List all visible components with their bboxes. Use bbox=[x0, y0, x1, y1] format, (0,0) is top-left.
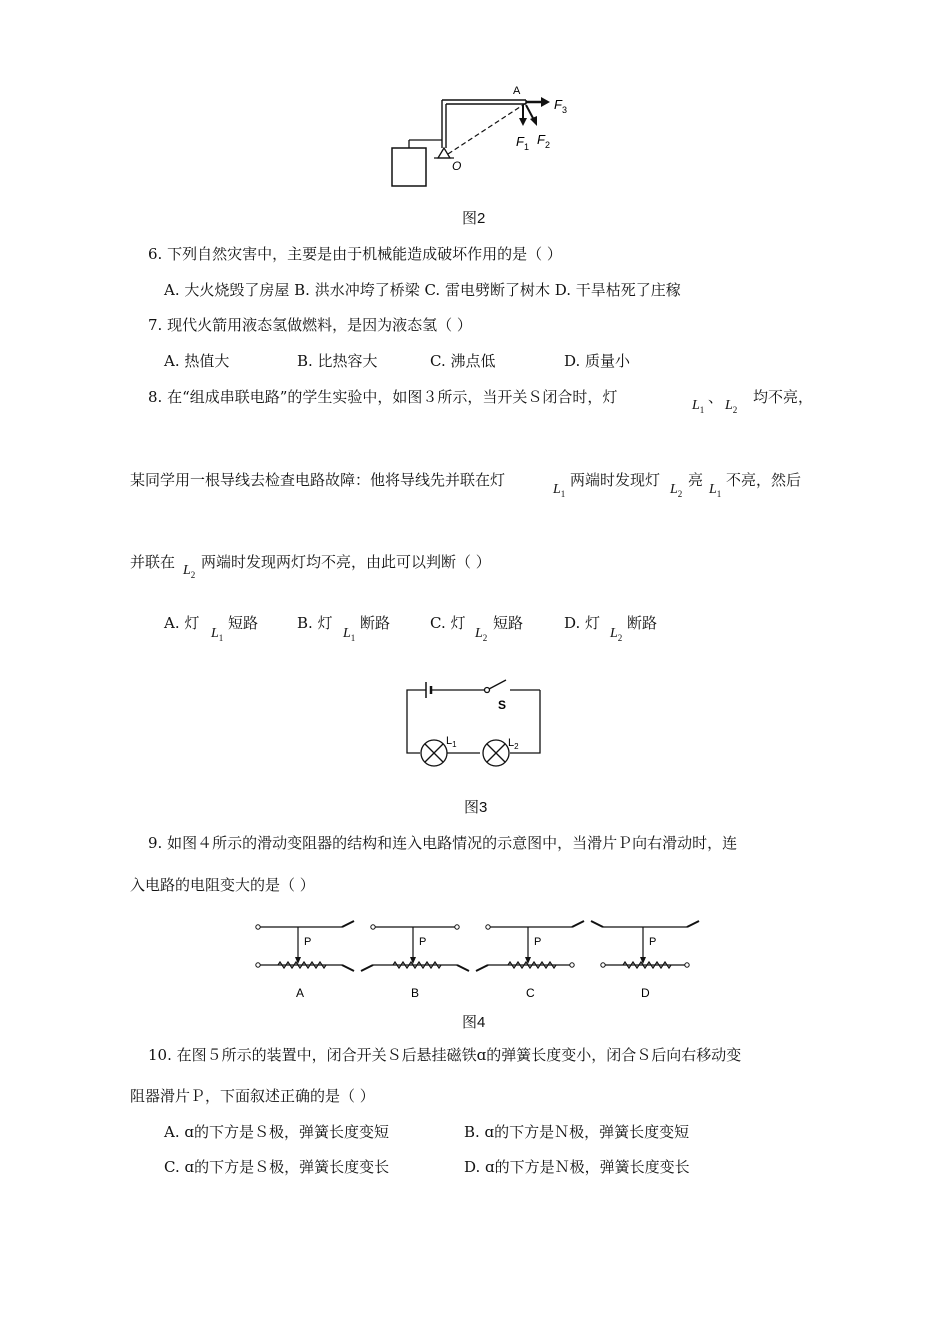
question-10-line-2: 阻器滑片Ｐ，下面叙述正确的是（ ） bbox=[130, 1087, 375, 1105]
question-7-option-b: B. 比热容大 bbox=[297, 352, 378, 370]
question-8-line-2-d: 不亮，然后 bbox=[726, 471, 802, 489]
figure-4-caption: 图4 bbox=[462, 1014, 486, 1031]
label-f1: $F_1$ bbox=[516, 134, 529, 152]
question-10-option-c: C. ɑ的下方是Ｓ极，弹簧长度变长 bbox=[164, 1158, 390, 1176]
symbol-l2: $L_2$ bbox=[670, 482, 683, 499]
pivot-triangle bbox=[438, 148, 450, 158]
label-f2: $F_2$ bbox=[537, 132, 550, 150]
question-8-option-d: D. 灯 bbox=[564, 614, 601, 632]
question-8-option-a-text: 短路 bbox=[228, 614, 259, 632]
question-9-line-2: 入电路的电阻变大的是（ ） bbox=[130, 876, 315, 894]
question-8-line-2-c: 亮 bbox=[688, 471, 704, 489]
question-10-option-a: A. ɑ的下方是Ｓ极，弹簧长度变短 bbox=[164, 1123, 389, 1141]
figure-3-caption: 图3 bbox=[464, 799, 488, 816]
question-10-option-b: B. ɑ的下方是Ｎ极，弹簧长度变短 bbox=[464, 1123, 690, 1141]
symbol-l1: $L_1$ bbox=[553, 482, 566, 499]
question-8-option-c-text: 短路 bbox=[493, 614, 524, 632]
label-a: A bbox=[513, 85, 521, 97]
dashed-lever-arm bbox=[448, 103, 526, 154]
rheostat-label-d: D bbox=[641, 986, 650, 1000]
question-8-line-1: 8. 在“组成串联电路”的学生实验中，如图３所示，当开关Ｓ闭合时，灯 bbox=[148, 388, 618, 406]
question-8-line-3: 并联在 bbox=[130, 553, 176, 571]
symbol-l1: $L_1$ bbox=[709, 482, 722, 499]
slider-p-label: P bbox=[649, 936, 657, 948]
label-o: O bbox=[452, 159, 462, 173]
slider-p-label: P bbox=[304, 936, 312, 948]
question-7-option-d: D. 质量小 bbox=[564, 352, 631, 370]
symbol-l1: $L_1$ bbox=[692, 398, 705, 415]
question-10-line-1: 10. 在图５所示的装置中，闭合开关Ｓ后悬挂磁铁ɑ的弹簧长度变小，闭合Ｓ后向右移动变 bbox=[148, 1046, 742, 1064]
rheostat-label-c: C bbox=[526, 986, 535, 1000]
figure-2-caption: 图2 bbox=[462, 210, 486, 227]
question-8-line-1-end: 均不亮， bbox=[753, 388, 814, 406]
symbol-l2: $L_2$ bbox=[183, 563, 196, 580]
symbol-l2: $L_2$ bbox=[475, 626, 488, 643]
symbol-l2: $L_2$ bbox=[725, 398, 738, 415]
switch-label: S bbox=[498, 698, 507, 712]
lamp-l1-label: $L_1$ bbox=[446, 735, 457, 749]
symbol-l2: $L_2$ bbox=[610, 626, 623, 643]
question-8-option-b-text: 断路 bbox=[360, 614, 391, 632]
question-8-option-a: A. 灯 bbox=[164, 614, 200, 632]
label-f3: $F_3$ bbox=[554, 97, 567, 115]
question-6-stem: 6. 下列自然灾害中，主要是由于机械能造成破坏作用的是（ ） bbox=[148, 245, 562, 263]
question-10-option-d: D. ɑ的下方是Ｎ极，弹簧长度变长 bbox=[464, 1158, 690, 1176]
slider-p-label: P bbox=[419, 936, 427, 948]
question-7-option-c: C. 沸点低 bbox=[430, 352, 496, 370]
question-7-stem: 7. 现代火箭用液态氢做燃料，是因为液态氢（ ） bbox=[148, 316, 472, 334]
figure-2-lever-diagram bbox=[380, 80, 580, 195]
question-8-option-c: C. 灯 bbox=[430, 614, 466, 632]
question-7-option-a: A. 热值大 bbox=[164, 352, 230, 370]
question-8-line-2: 某同学用一根导线去检查电路故障：他将导线先并联在灯 bbox=[130, 471, 506, 489]
weight-box bbox=[392, 148, 426, 186]
symbol-l1: $L_1$ bbox=[343, 626, 356, 643]
symbol-l1: $L_1$ bbox=[211, 626, 224, 643]
figure-3-circuit-diagram bbox=[400, 680, 550, 780]
question-6-options: A. 大火烧毁了房屋 B. 洪水冲垮了桥梁 C. 雷电劈断了树木 D. 干旱枯死了庄稼 bbox=[164, 281, 681, 299]
slider-p-label: P bbox=[534, 936, 542, 948]
rheostat-label-b: B bbox=[411, 986, 420, 1000]
rheostat-label-a: A bbox=[296, 986, 305, 1000]
question-8-line-2-b: 两端时发现灯 bbox=[570, 471, 661, 489]
figure-4-rheostat-diagrams bbox=[250, 915, 710, 1000]
question-8-option-b: B. 灯 bbox=[297, 614, 333, 632]
question-8-line-3-end: 两端时发现两灯均不亮，由此可以判断（ ） bbox=[201, 553, 491, 571]
separator: 、 bbox=[708, 388, 724, 406]
lamp-l2-label: $L_2$ bbox=[508, 737, 519, 751]
question-8-option-d-text: 断路 bbox=[627, 614, 658, 632]
question-9-line-1: 9. 如图４所示的滑动变阻器的结构和连入电路情况的示意图中，当滑片Ｐ向右滑动时，连 bbox=[148, 834, 738, 852]
